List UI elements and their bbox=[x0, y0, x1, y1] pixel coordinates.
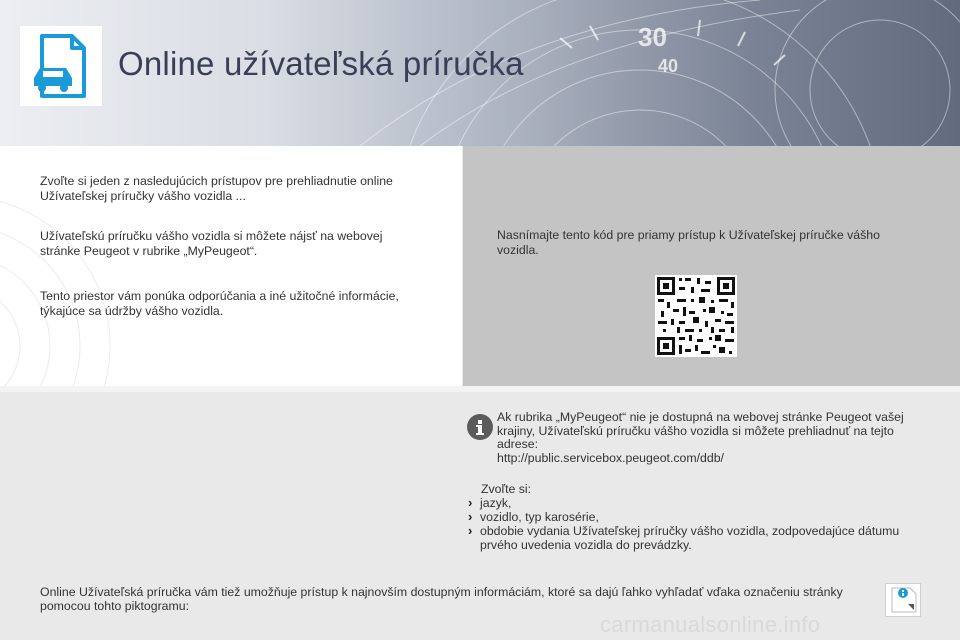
website-paragraph: Užívateľskú príručku vášho vozidla si môžete nájsť na webovej stránke Peugeot v rubrike „MyPeugeot“. bbox=[40, 229, 383, 258]
header-banner bbox=[0, 0, 960, 146]
fallback-note bbox=[497, 411, 917, 465]
qr-code-icon[interactable] bbox=[655, 275, 737, 357]
dash-number-30: 30 bbox=[638, 22, 667, 52]
footer-paragraph: Online Užívateľská príručka vám tiež umožňuje prístup k najnovším dostupným informáciám, ktoré sa dajú ľahko vyhľadať vďaka označeniu stránky pomocou tohto piktogramu: bbox=[40, 585, 843, 613]
chevron-right-icon: › bbox=[468, 495, 473, 510]
advice-paragraph: Tento priestor vám ponúka odporúčania a iné užitočné informácie, týkajúce sa údržby vášho vozidla. bbox=[40, 289, 399, 318]
intro-paragraph: Zvoľte si jeden z nasledujúcich prístupov pre prehliadnutie online Užívateľskej príručky vášho vozidla ... bbox=[40, 174, 393, 203]
info-icon bbox=[467, 414, 493, 440]
chevron-right-icon: › bbox=[468, 509, 473, 524]
choice-list bbox=[468, 496, 908, 552]
left-panel bbox=[0, 146, 462, 386]
document-car-icon bbox=[20, 26, 102, 106]
choose-label: Zvoľte si: bbox=[481, 482, 532, 496]
watermark: carmanualsonline.info bbox=[600, 612, 821, 637]
dash-number-40: 40 bbox=[658, 56, 679, 76]
list-item: › obdobie vydania Užívateľskej príručky vášho vozidla, zodpovedajúce dátumu prvého uvedenia vozidla do prevádzky. bbox=[468, 523, 900, 552]
page-title: Online užívateľská príručka bbox=[118, 45, 524, 82]
fallback-url[interactable]: http://public.servicebox.peugeot.com/ddb/ bbox=[497, 450, 724, 465]
chevron-right-icon: › bbox=[468, 523, 473, 538]
list-item: › vozidlo, typ karosérie, bbox=[468, 509, 599, 524]
online-manual-pictogram-icon bbox=[885, 583, 921, 617]
fallback-note-text: Ak rubrika „MyPeugeot“ nie je dostupná na webovej stránke Peugeot vašej krajiny, Užívateľskú príručku vášho vozidla si môžete prehliadnuť na tejto adrese: bbox=[497, 410, 904, 451]
section-divider bbox=[0, 386, 960, 392]
qr-panel bbox=[463, 146, 960, 386]
list-item: › jazyk, bbox=[468, 495, 512, 510]
qr-instruction: Nasnímajte tento kód pre priamy prístup k Užívateľskej príručke vášho vozidla. bbox=[497, 228, 880, 257]
